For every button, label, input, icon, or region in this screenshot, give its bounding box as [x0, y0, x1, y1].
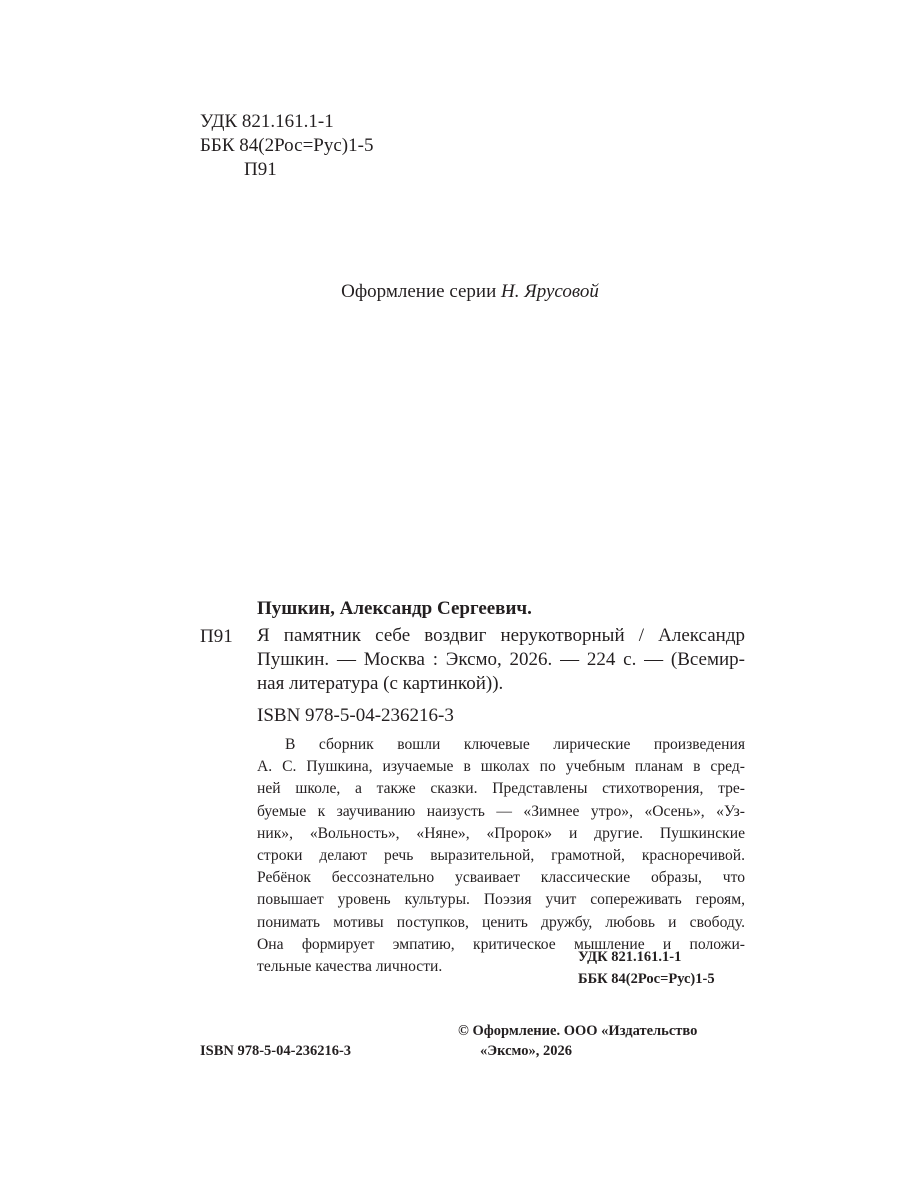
annotation-line: тельные качества личности.: [257, 958, 443, 976]
catalog-bbk: ББК 84(2Рос=Рус)1-5: [578, 971, 715, 987]
copyright-notice: [458, 1021, 697, 1061]
bbk-code: ББК 84(2Рос=Рус)1-5: [200, 135, 374, 156]
catalog-isbn: ISBN 978-5-04-236216-3: [257, 705, 454, 726]
annotation-line: строки делают речь выразительной, грамотной, красноречивой.: [257, 847, 745, 865]
annotation-line: ник», «Вольность», «Няне», «Пророк» и другие. Пушкинские: [257, 824, 745, 842]
udk-code: УДК 821.161.1-1: [200, 111, 334, 132]
annotation: [257, 734, 745, 978]
design-credit-prefix: Оформление серии: [341, 281, 497, 302]
annotation-line: В сборник вошли ключевые лирические произведения: [285, 736, 745, 753]
copyright-line: «Эксмо», 2026: [480, 1043, 572, 1059]
description-line: Я памятник себе воздвиг нерукотворный / Александр: [257, 625, 745, 646]
catalog-description: [257, 624, 745, 696]
footer-isbn: ISBN 978-5-04-236216-3: [200, 1043, 352, 1059]
series-design-credit: [0, 281, 900, 303]
annotation-line: А. С. Пушкина, изучаемые в школах по учебным планам в сред-: [257, 758, 745, 776]
copyright-line: © Оформление. ООО «Издательство: [458, 1023, 698, 1039]
header-block: [200, 110, 373, 182]
annotation-line: ней школе, а также сказки. Представлены стихотворения, тре-: [257, 780, 745, 798]
annotation-line: буемые к заучиванию наизусть — «Зимнее утро», «Осень», «Уз-: [257, 802, 745, 820]
catalog-classification: [578, 946, 715, 990]
annotation-line: повышает уровень культуры. Поэзия учит сопереживать героям,: [257, 891, 745, 909]
design-credit-name: Н. Ярусовой: [501, 281, 599, 302]
annotation-line: Она формирует эмпатию, критическое мышление и положи-: [257, 935, 745, 953]
annotation-line: понимать мотивы поступков, ценить дружбу, любовь и свободу.: [257, 913, 745, 931]
catalog-author: Пушкин, Александр Сергеевич.: [257, 598, 532, 619]
description-line: Пушкин. — Москва : Эксмо, 2026. — 224 с. — (Всемир-: [257, 649, 745, 670]
catalog-author-code: П91: [200, 626, 233, 647]
catalog-udk: УДК 821.161.1-1: [578, 949, 682, 965]
description-line: ная литература (с картинкой)).: [257, 673, 504, 694]
author-code: П91: [244, 159, 277, 180]
annotation-line: Ребёнок бессознательно усваивает классические образы, что: [257, 869, 745, 887]
